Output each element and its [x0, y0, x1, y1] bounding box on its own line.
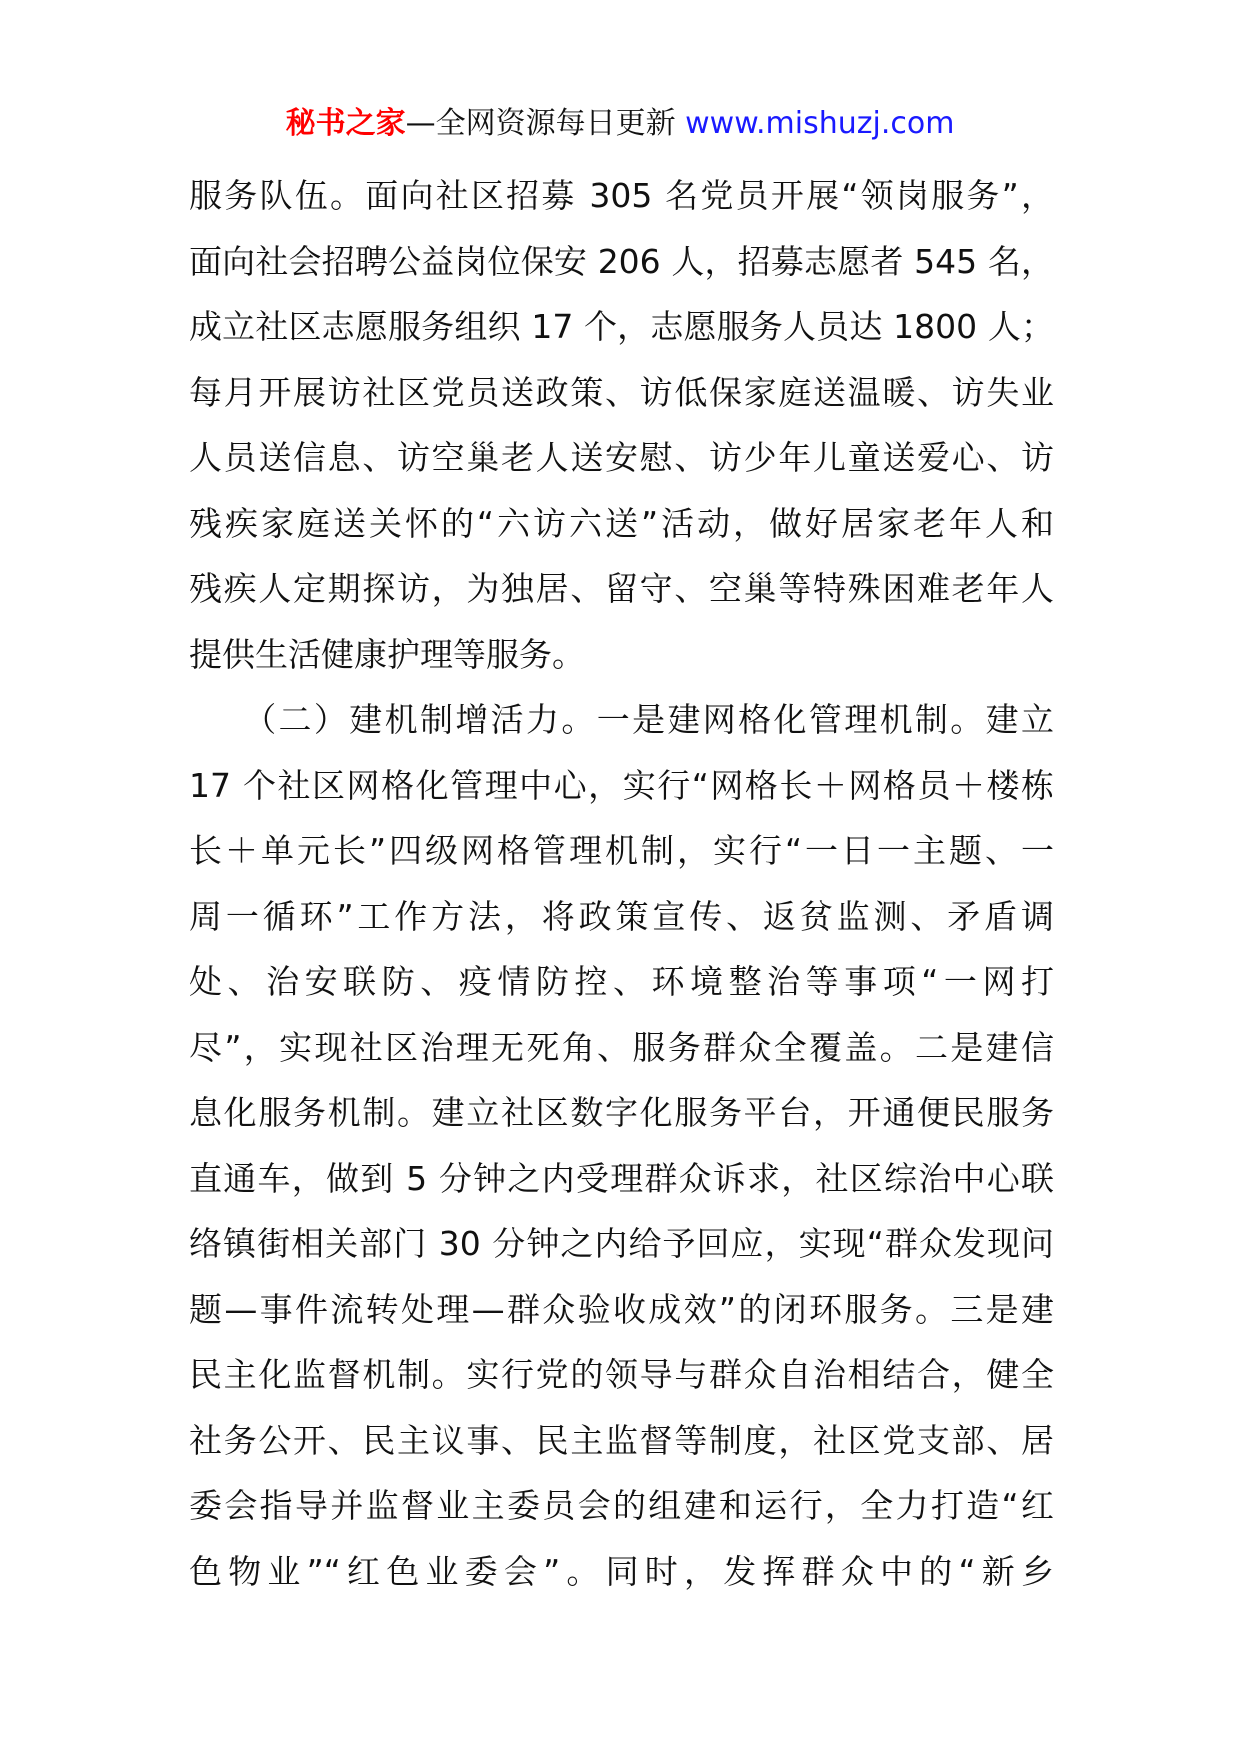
body-line: 提供生活健康护理等服务。 [189, 634, 585, 674]
body-line: 面向社会招聘公益岗位保安 206 人，招募志愿者 545 名， [189, 241, 1054, 281]
body-line: 络镇街相关部门 30 分钟之内给予回应，实现“群众发现问 [189, 1224, 1054, 1263]
body-line: 每月开展访社区党员送政策、访低保家庭送温暖、访失业 [189, 372, 1054, 412]
document-body [189, 163, 1054, 1604]
header-brand: 秘书之家 [285, 106, 406, 141]
header-tagline: —全网资源每日更新 [405, 106, 676, 141]
body-line: 色物业”“红色业委会”。同时，发挥群众中的“新乡 [189, 1551, 1054, 1591]
body-line: 成立社区志愿服务组织 17 个，志愿服务人员达 1800 人； [189, 307, 1054, 346]
body-line: （二）建机制增活力。一是建网格化管理机制。建立 [189, 700, 1054, 739]
body-line: 残疾家庭送关怀的“六访六送”活动，做好居家老年人和 [189, 503, 1054, 543]
body-line: 题—事件流转处理—群众验收成效”的闭环服务。三是建 [189, 1289, 1054, 1329]
body-line: 息化服务机制。建立社区数字化服务平台，开通便民服务 [189, 1093, 1054, 1132]
body-line: 服务队伍。面向社区招募 305 名党员开展“领岗服务”， [189, 176, 1054, 215]
body-line: 直通车，做到 5 分钟之内受理群众诉求，社区综治中心联 [189, 1158, 1054, 1198]
body-line: 周一循环”工作方法，将政策宣传、返贫监测、矛盾调 [189, 896, 1054, 936]
body-line: 社务公开、民主议事、民主监督等制度，社区党支部、居 [189, 1420, 1054, 1460]
body-line: 人员送信息、访空巢老人送安慰、访少年儿童送爱心、访 [189, 438, 1054, 477]
body-line: 长＋单元长”四级网格管理机制，实行“一日一主题、一 [189, 831, 1054, 870]
body-line: 尽”，实现社区治理无死角、服务群众全覆盖。二是建信 [189, 1027, 1054, 1067]
header-url-link[interactable]: www.mishuzj.com [685, 106, 955, 141]
body-line: 委会指导并监督业主委员会的组建和运行，全力打造“红 [189, 1486, 1054, 1525]
body-line: 民主化监督机制。实行党的领导与群众自治相结合，健全 [189, 1355, 1054, 1394]
body-line: 残疾人定期探访，为独居、留守、空巢等特殊困难老年人 [189, 569, 1054, 608]
body-line: 17 个社区网格化管理中心，实行“网格长＋网格员＋楼栋 [189, 765, 1054, 805]
page-header [0, 104, 1240, 144]
body-line: 处、治安联防、疫情防控、环境整治等事项“一网打 [189, 962, 1054, 1001]
